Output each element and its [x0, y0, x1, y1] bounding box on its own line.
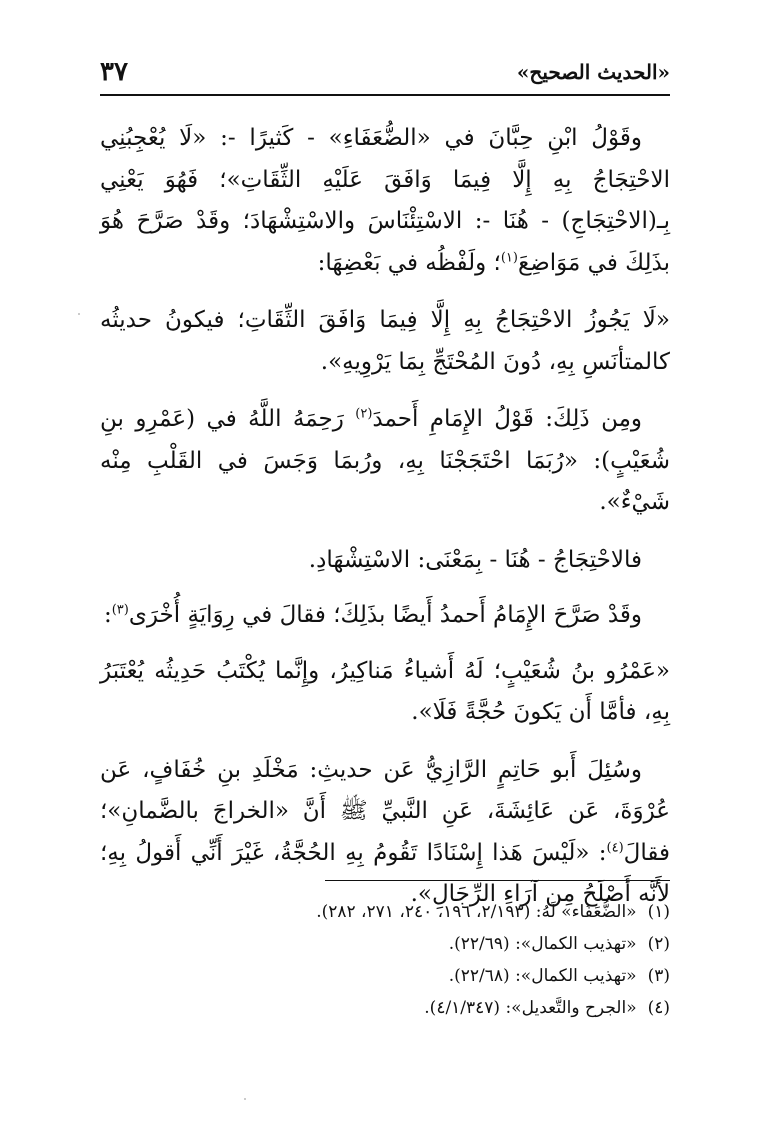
footnotes — [100, 896, 670, 1024]
paragraph-text: : — [103, 602, 112, 628]
footnote-number: (٣) — [647, 966, 670, 986]
footnote-1 — [100, 896, 670, 928]
footnote-3 — [100, 960, 670, 992]
paragraph-imam-ahmad — [100, 399, 670, 524]
page-number: ٣٧ — [100, 57, 128, 87]
paragraph-text: رَحِمَهُ اللَّهُ في (عَمْرِو بنِ شُعَيْبٍ): «رُبَمَا احْتَجَجْنَا بِهِ، ورُبمَا وَجَسَ في القَلْبِ مِنْه شَيْءٌ». — [100, 406, 670, 515]
footnote-number: (٤) — [647, 998, 670, 1018]
main-text — [100, 118, 670, 932]
footnote-rule — [325, 880, 670, 881]
running-title: «الحديث الصحيح» — [516, 60, 670, 84]
footnote-number: (١) — [647, 902, 670, 922]
footnote-4 — [100, 992, 670, 1024]
footnote-marker: (١) — [500, 249, 518, 265]
footnote-text: «تهذيب الكمال»: (٢٢/٦٨). — [448, 966, 637, 986]
header-rule — [100, 94, 670, 96]
quote-amr-ibn-shuayb: «عَمْرُو بنُ شُعَيْبٍ؛ لَهُ أَشياءُ مَناكِيرُ، وإِنَّما يُكْتَبُ حَدِيثُه يُعْتَبَرُ بِهِ، فأمَّا أَن يَكونَ حُجَّةً فَلَا». — [100, 657, 670, 725]
paragraph-text: ومِن ذَلِكَ: قَوْلُ الإِمَامِ أَحمدَ — [372, 406, 643, 432]
paragraph-abu-hatim — [100, 750, 670, 916]
scan-speck — [244, 1098, 246, 1100]
paragraph-ihtijaj-meaning: فالاحْتِجَاجُ - هُنَا - بِمَعْنَى: الاسْتِشْهَادِ. — [308, 546, 642, 573]
quote-ibn-hibban: «لَا يَجُوزُ الاحْتِجَاجُ بِهِ إِلَّا فِيمَا وَافَقَ الثِّقَاتِ؛ فيكونُ حديثُه كالمتأنَسِ بِهِ، دُونَ المُحْتَجِّ بِمَا يَرْوِيهِ». — [100, 307, 670, 375]
footnote-marker: (٢) — [355, 406, 373, 422]
footnote-text: «الضُّعَفَاء» لَهُ: (٢/١٩٣، ١٩٦، ٢٤٠، ٢٧١، ٢٨٢). — [316, 902, 637, 922]
footnote-marker: (٣) — [111, 602, 129, 618]
footnote-number: (٢) — [647, 934, 670, 954]
footnote-text: «الجرح والتَّعديل»: (٤/١/٣٤٧). — [424, 998, 637, 1018]
footnote-2 — [100, 928, 670, 960]
paragraph-text: : «لَيْسَ هَذا إِسْنَادًا تَقُومُ بِهِ الحُجَّةُ، غَيْرَ أَنِّي أَقولُ بِهِ؛ لأَنَّه أَصْلَحُ مِن آرَاءِ الرِّجَالِ». — [100, 839, 670, 907]
paragraph-ibn-hibban — [100, 118, 670, 284]
paragraph-text: وسُئِلَ أَبو حَاتِمٍ الرَّازِيُّ عَن حديثِ: مَخْلَدِ بنِ خُفَافٍ، عَن عُرْوَةَ، عَن عَائِشَةَ، عَنِ النَّبيِّ ﷺ أَنَّ «الخراجَ بالضَّمانِ»؛ فقالَ — [100, 756, 670, 866]
scan-speck — [78, 313, 80, 315]
paragraph-another-narration — [100, 595, 670, 637]
paragraph-text: وقَدْ صَرَّحَ الإِمَامُ أَحمدُ أَيضًا بذَلِكَ؛ فقالَ في رِوَايَةٍ أُخْرَى — [128, 602, 642, 628]
paragraph-text: وقَوْلُ ابْنِ حِبَّانَ في «الضُّعَفَاءِ» - كَثيرًا -: «لَا يُعْجِبُنِي الاحْتِجَاجُ بِهِ إِلَّا فِيمَا وَافَقَ عَلَيْهِ الثِّقَاتِ»؛ فَهُوَ يَعْنِي بِـ(الاحْتِجَاجِ) - هُنَا -: الاسْتِئْنَاسَ والاسْتِشْهَادَ؛ وقَدْ صَرَّحَ هُوَ بذَلِكَ في مَوَاضِعَ — [100, 125, 670, 276]
footnote-marker: (٤) — [606, 839, 624, 855]
footnote-text: «تهذيب الكمال»: (٢٢/٦٩). — [448, 934, 637, 954]
page-header — [100, 52, 670, 92]
paragraph-text: ؛ ولَفْظُه في بَعْضِهَا: — [317, 249, 501, 276]
